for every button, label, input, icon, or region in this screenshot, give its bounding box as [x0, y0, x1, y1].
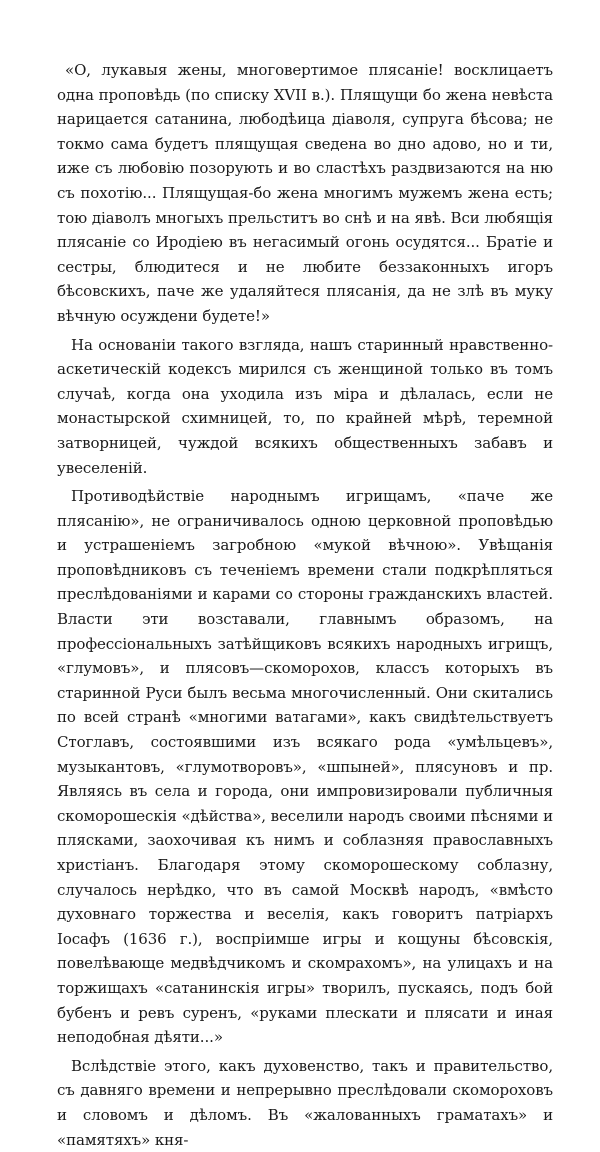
paragraph-1: «О, лукавыя жены, многовертимое плясаніе! восклицаетъ одна проповѣдь (по списку XVII в.). Плящущи бо жена невѣста нарицается сатанина, любодѣица діаволя, супруга бѣсова; не токмо сама будетъ плящущая сведена во дно адово, но и ти, иже съ любовію позорують и во сластѣхъ раздвизаются на ню съ похотію... Плящущая-бо жена многимъ мужемъ жена есть; тою діаволъ многыхъ прельститъ во снѣ и на явѣ. Вси любящія плясаніе со Иродіею въ негасимый огонь осудятся... Братіе и сестры, блюдитеся и не любите беззаконныхъ игоръ бѣсовскихъ, паче же удаляйтеся плясанія, да не злѣ въ муку вѣчную осуждени будете!» — [57, 61, 553, 325]
paragraph-4: Вслѣдствіе этого, какъ духовенство, такъ и правительство, съ давняго времени и непрерывно преслѣдовали скомороховъ и словомъ и дѣломъ. Въ «жалованныхъ граматахъ» и «памятяхъ» кня- — [57, 1056, 553, 1149]
paragraph-2: На основаніи такого взгляда, нашъ старинный нравственно-аскетическій кодексъ мирился съ женщиной только въ томъ случаѣ, когда она уходила изъ міра и дѣлалась, если не монастырской схимницей, то, по крайней мѣрѣ, теремной затворницей, чуждой всякихъ общественныхъ забавъ и увеселеній. — [57, 335, 553, 477]
page-text — [57, 58, 553, 1152]
paragraph-3: Противодѣйствіе народнымъ игрищамъ, «паче же плясанію», не ограничивалось одною церковной проповѣдью и устрашеніемъ загробною «мукой вѣчною». Увѣщанія проповѣдниковъ съ теченіемъ времени стали подкрѣпляться преслѣдованіями и карами со стороны гражданскихъ властей. Власти эти возставали, главнымъ образомъ, на профессіональныхъ затѣйщиковъ всякихъ народныхъ игрищъ, «глумовъ», и плясовъ—скоморохов, классъ которыхъ въ старинной Руси былъ весьма многочисленный. Они скитались по всей странѣ «многими ватагами», какъ свидѣтельствуетъ Стоглавъ, состоявшими изъ всякаго рода «умѣльцевъ», музыкантовъ, «глумотворовъ», «шпыней», плясуновъ и пр. Являясь въ села и города, они импровизировали публичныя скоморошескія «дѣйства», веселили народъ своими пѣснями и плясками, заохочивая къ нимъ и соблазняя православныхъ христіанъ. Благодаря этому скоморошескому соблазну, случалось нерѣдко, что въ самой Москвѣ народъ, «вмѣсто духовнаго торжества и веселія, какъ говоритъ патріархъ Іосафъ (1636 г.), воспріимше игры и кощуны бѣсовскія, повелѣвающе медвѣдчикомъ и скомрахомъ», на улицахъ и на торжищахъ «сатанинскія игры» творилъ, пускаясь, подъ бой бубенъ и ревъ суренъ, «руками плескати и плясати и иная неподобная дѣяти...» — [57, 487, 553, 1047]
